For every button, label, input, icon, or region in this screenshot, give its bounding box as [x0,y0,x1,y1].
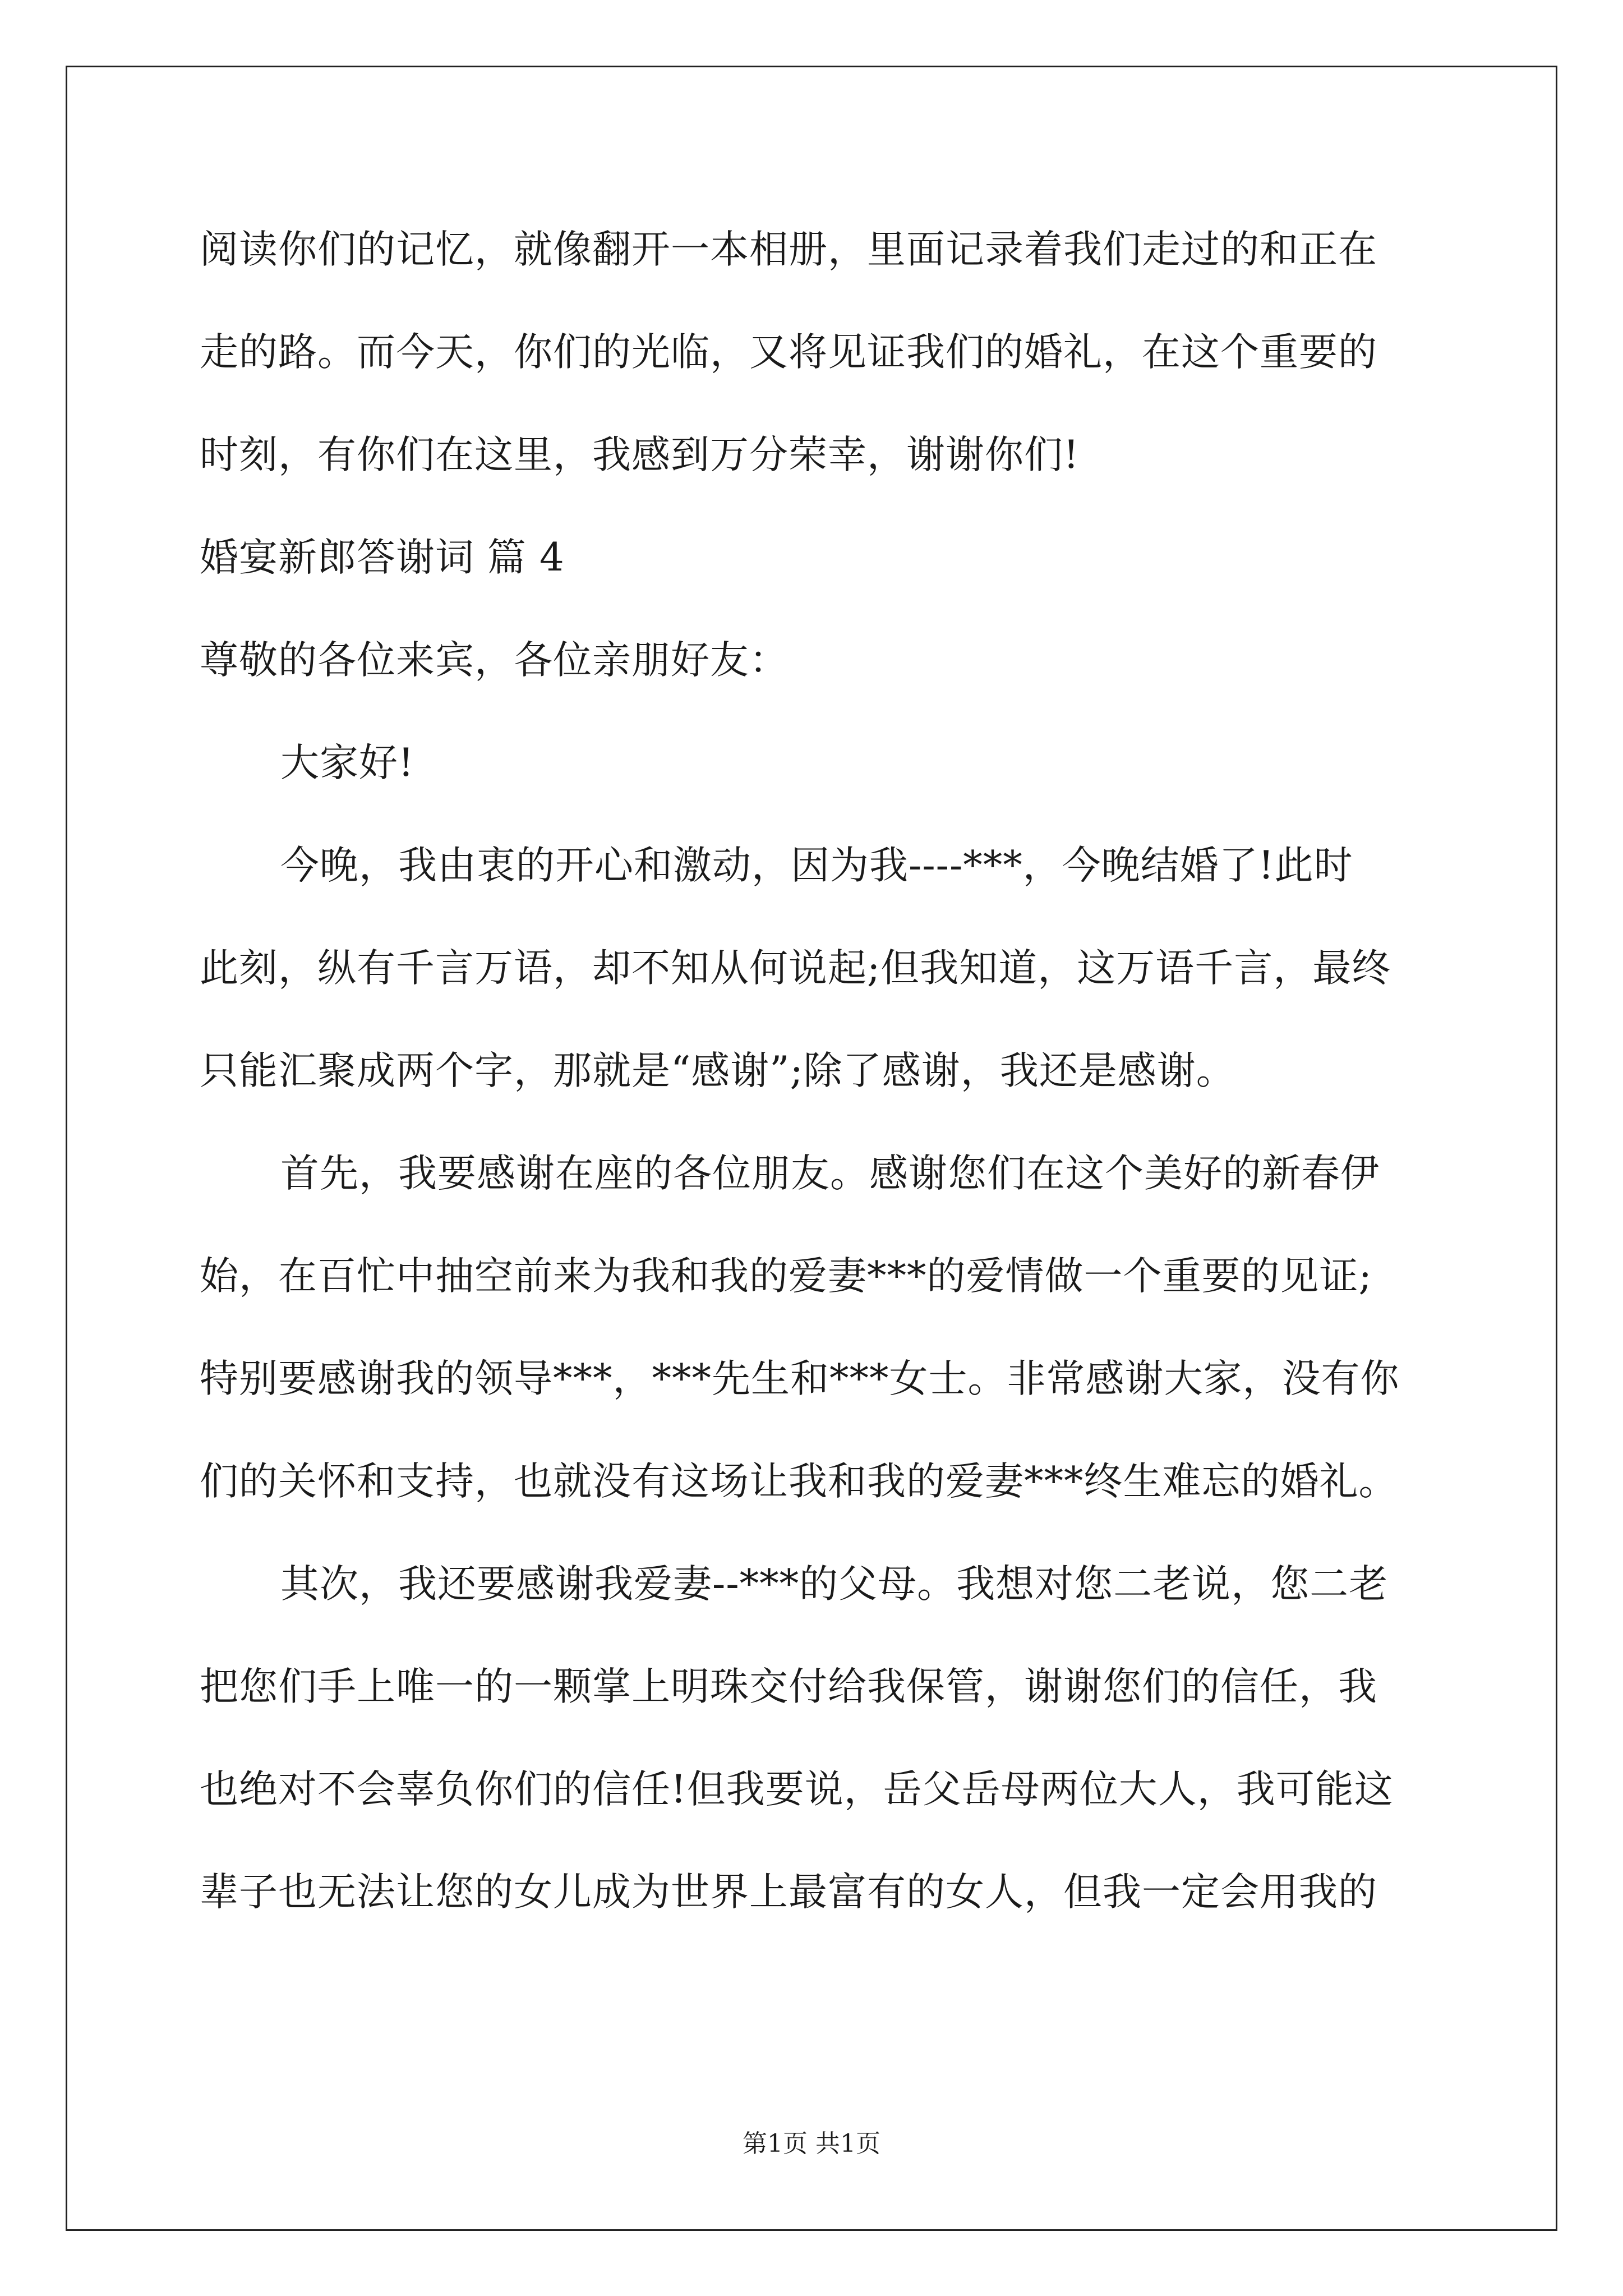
page-number-footer: 第1页 共1页 [743,2129,880,2158]
body-text-line: 也绝对不会辜负你们的信任!但我要说，岳父岳母两位大人，我可能这 [200,1767,1394,1812]
body-text-line: 把您们手上唯一的一颗掌上明珠交付给我保管，谢谢您们的信任，我 [200,1664,1377,1709]
body-text-line: 今晚，我由衷的开心和激动，因为我----***，今晚结婚了!此时 [280,843,1353,888]
body-text-line: 首先，我要感谢在座的各位朋友。感谢您们在这个美好的新春伊 [280,1151,1380,1196]
body-text-line: 此刻，纵有千言万语，却不知从何说起;但我知道，这万语千言，最终 [200,946,1391,991]
salutation: 尊敬的各位来宾，各位亲朋好友： [200,638,789,683]
body-text-line: 们的关怀和支持，也就没有这场让我和我的爱妻***终生难忘的婚礼。 [200,1459,1398,1504]
greeting: 大家好! [280,740,414,785]
body-text-line: 时刻，有你们在这里，我感到万分荣幸，谢谢你们! [200,432,1080,477]
section-heading: 婚宴新郎答谢词 篇 4 [200,535,565,580]
body-text-line: 始，在百忙中抽空前来为我和我的爱妻***的爱情做一个重要的见证; [200,1254,1372,1299]
body-text-line: 其次，我还要感谢我爱妻--***的父母。我想对您二老说，您二老 [280,1562,1389,1607]
body-text-line: 辈子也无法让您的女儿成为世界上最富有的女人，但我一定会用我的 [200,1870,1377,1915]
body-text-line: 只能汇聚成两个字，那就是“感谢”;除了感谢，我还是感谢。 [200,1048,1235,1093]
body-text-line: 阅读你们的记忆，就像翻开一本相册，里面记录着我们走过的和正在 [200,227,1377,272]
body-text-line: 特别要感谢我的领导***，***先生和***女士。非常感谢大家，没有你 [200,1356,1400,1401]
body-text-line: 走的路。而今天，你们的光临，又将见证我们的婚礼，在这个重要的 [200,330,1377,375]
